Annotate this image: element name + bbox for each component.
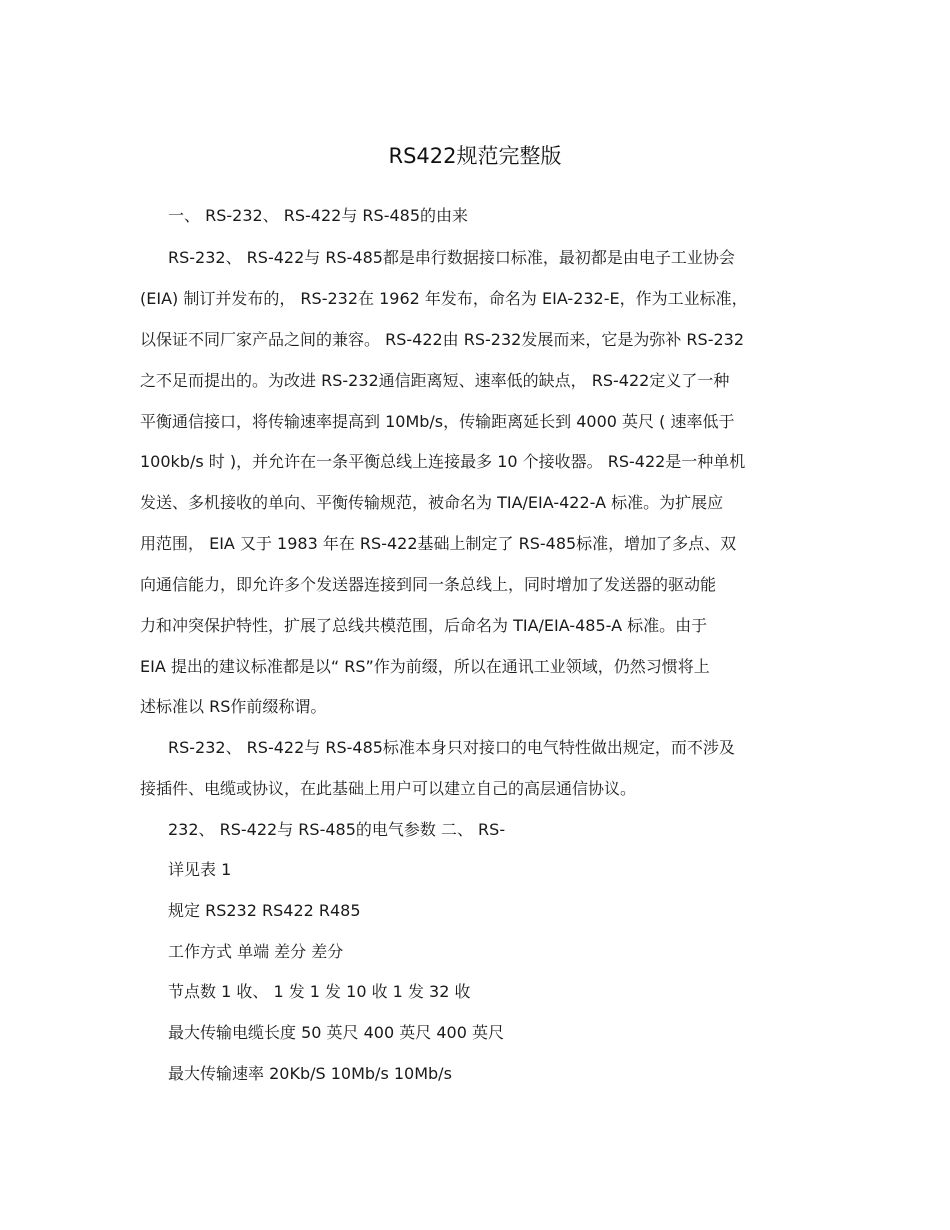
table-row: 最大传输电缆长度 50 英尺 400 英尺 400 英尺 — [168, 1023, 504, 1042]
section-heading-origin: 一、 RS-232、 RS-422与 RS-485的由来 — [168, 206, 469, 225]
table-row: 工作方式 单端 差分 差分 — [168, 942, 344, 961]
section-heading-electrical: 232、 RS-422与 RS-485的电气参数 二、 RS- — [168, 820, 506, 839]
table-row: 规定 RS232 RS422 R485 — [168, 901, 361, 920]
table-row: 节点数 1 收、 1 发 1 发 10 收 1 发 32 收 — [168, 982, 471, 1001]
paragraph-line: 用范围， EIA 又于 1983 年在 RS-422基础上制定了 RS-485标准，增加了多点、双 — [140, 534, 737, 553]
paragraph-line: 100kb/s 时 )，并允许在一条平衡总线上连接最多 10 个接收器。 RS-422是一种单机 — [140, 452, 746, 471]
paragraph-line: EIA 提出的建议标准都是以“ RS”作为前缀，所以在通讯工业领域，仍然习惯将上 — [140, 657, 710, 676]
table-reference: 详见表 1 — [168, 860, 232, 879]
paragraph-line: 平衡通信接口，将传输速率提高到 10Mb/s，传输距离延长到 4000 英尺 ( 速率低于 — [140, 412, 735, 431]
paragraph-line: 向通信能力，即允许多个发送器连接到同一条总线上，同时增加了发送器的驱动能 — [140, 575, 717, 594]
paragraph-line: 力和冲突保护特性，扩展了总线共模范围，后命名为 TIA/EIA-485-A 标准。由于 — [140, 616, 708, 635]
paragraph-line: RS-232、 RS-422与 RS-485都是串行数据接口标准，最初都是由电子工业协会 — [168, 248, 735, 267]
paragraph-line: 发送、多机接收的单向、平衡传输规范，被命名为 TIA/EIA-422-A 标准。为扩展应 — [140, 493, 724, 512]
table-row: 最大传输速率 20Kb/S 10Mb/s 10Mb/s — [168, 1064, 452, 1083]
paragraph-line: 以保证不同厂家产品之间的兼容。 RS-422由 RS-232发展而来，它是为弥补 RS-232 — [140, 330, 745, 349]
paragraph-line: 接插件、电缆或协议，在此基础上用户可以建立自己的高层通信协议。 — [140, 779, 637, 798]
paragraph-line: RS-232、 RS-422与 RS-485标准本身只对接口的电气特性做出规定，而不涉及 — [168, 738, 735, 757]
document-title: RS422规范完整版 — [388, 144, 562, 168]
paragraph-line: 之不足而提出的。为改进 RS-232通信距离短、速率低的缺点， RS-422定义了一种 — [140, 371, 730, 390]
paragraph-line: (EIA) 制订并发布的， RS-232在 1962 年发布，命名为 EIA-232-E，作为工业标准， — [140, 289, 748, 308]
paragraph-line: 述标准以 RS作前缀称谓。 — [140, 697, 327, 716]
